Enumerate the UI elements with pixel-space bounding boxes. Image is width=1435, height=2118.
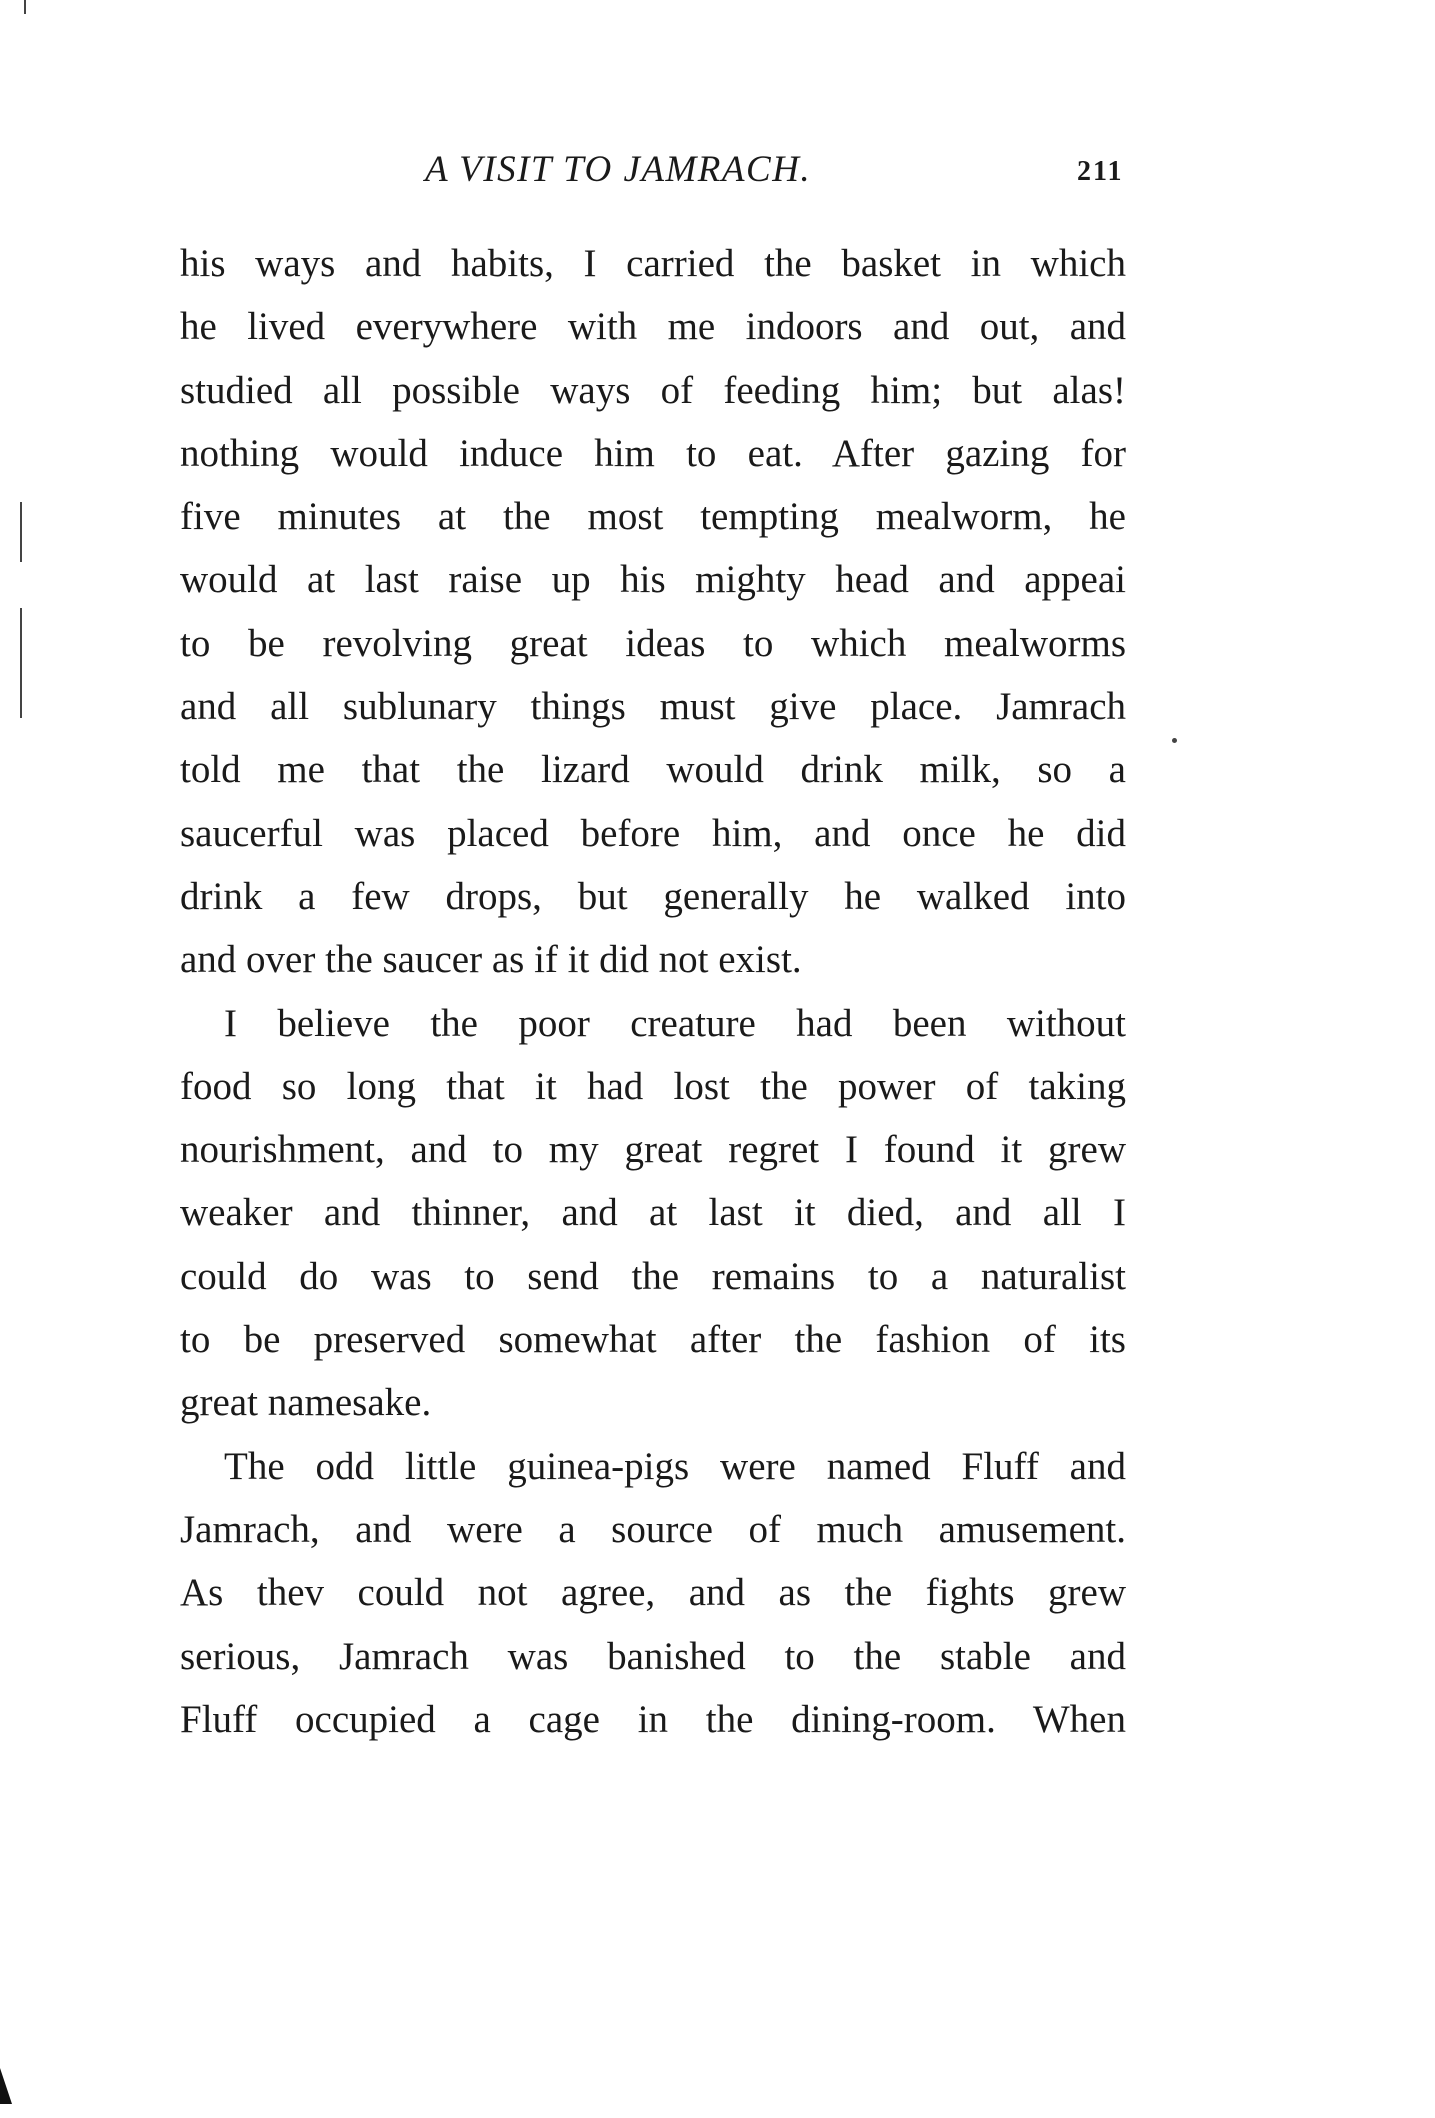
text-line: told me that the lizard would drink milk, so a [180, 748, 1126, 792]
scan-margin-mark [20, 502, 22, 562]
text-line: food so long that it had lost the power of taking [180, 1064, 1126, 1108]
text-line: studied all possible ways of feeding him; but alas! [180, 368, 1126, 412]
scan-margin-mark [20, 608, 22, 718]
text-line: serious, Jamrach was banished to the stable and [180, 1634, 1126, 1678]
paragraph [180, 992, 1126, 1435]
text-line: nothing would induce him to eat. After gazing for [180, 431, 1126, 475]
text-line: five minutes at the most tempting mealworm, he [180, 495, 1126, 539]
text-line: saucerful was placed before him, and once he did [180, 811, 1126, 855]
text-line: I believe the poor creature had been without [224, 1001, 1126, 1045]
running-head [180, 148, 1130, 198]
text-line: great namesake. [180, 1381, 432, 1425]
text-line: and over the saucer as if it did not exist. [180, 938, 802, 982]
text-line: nourishment, and to my great regret I found it grew [180, 1128, 1126, 1172]
scan-speck [1172, 738, 1177, 743]
text-line: to be preserved somewhat after the fashion of its [180, 1318, 1126, 1362]
text-line: to be revolving great ideas to which mealworms [180, 621, 1126, 665]
text-line: his ways and habits, I carried the basket in which [180, 242, 1126, 285]
body-text [180, 232, 1126, 1751]
paragraph [180, 232, 1126, 992]
text-line: could do was to send the remains to a naturalist [180, 1254, 1126, 1298]
text-line: The odd little guinea-pigs were named Fluff and [224, 1444, 1126, 1488]
paragraph [180, 1435, 1126, 1751]
running-title: A VISIT TO JAMRACH. [425, 149, 812, 190]
text-line: he lived everywhere with me indoors and out, and [180, 305, 1126, 349]
text-line: drink a few drops, but generally he walked into [180, 874, 1126, 918]
text-line: would at last raise up his mighty head and appeai [180, 558, 1126, 602]
page-number: 211 [1077, 156, 1124, 187]
text-line: As thev could not agree, and as the fights grew [180, 1571, 1126, 1615]
scan-corner-mark [0, 2068, 12, 2104]
text-line: weaker and thinner, and at last it died, and all I [180, 1191, 1126, 1235]
text-line: Fluff occupied a cage in the dining-room. When [180, 1697, 1126, 1741]
scan-margin-mark [24, 0, 26, 14]
text-line: Jamrach, and were a source of much amusement. [180, 1507, 1126, 1551]
text-line: and all sublunary things must give place. Jamrach [180, 685, 1126, 729]
